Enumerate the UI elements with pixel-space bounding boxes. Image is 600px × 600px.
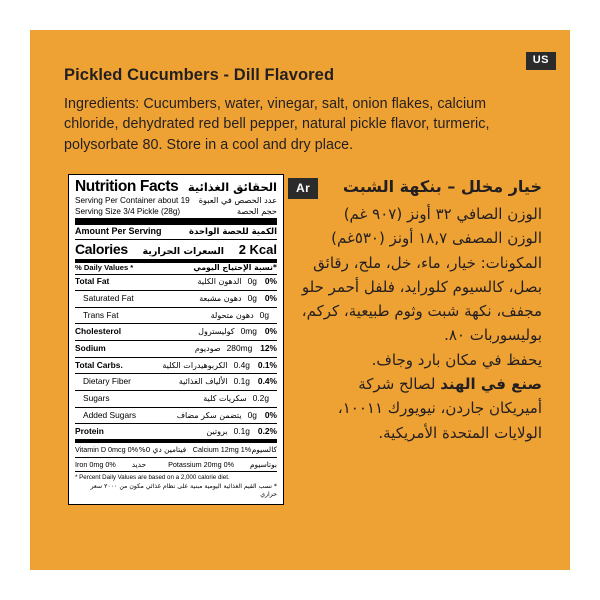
- daily-value-header-ar: *نسبة الإحتياج اليومي: [193, 262, 277, 272]
- nutrient-pct: 12%: [260, 342, 277, 353]
- nutrient-name-ar: بروتين: [206, 427, 228, 437]
- ingredients-ar: المكونات: خيار، ماء، خل، ملح، رقائق بصل، كالسيوم كلورايد، فلفل أحمر حلو مجفف، نكهة شبت وثوم طبيعية، كركم، بوليسوربات ٨٠.: [301, 253, 542, 345]
- nutrient-amount: 0g: [247, 276, 257, 287]
- amount-per-serving-ar: الكمية للحصة الواحدة: [188, 227, 277, 238]
- nutrient-name-ar: الكربوهيدرات الكلية: [162, 360, 228, 370]
- nutrient-pct: 0.4%: [257, 376, 277, 387]
- calories-row: [75, 241, 277, 258]
- divider-med-2: [75, 439, 277, 443]
- nutrient-pct: 0%: [264, 276, 277, 287]
- company-line2-ar: الولايات المتحدة الأمريكية.: [378, 423, 542, 442]
- daily-value-header-row: [75, 264, 277, 273]
- micro-potassium: Potassium 20mg 0%: [168, 459, 234, 469]
- nutrient-amount: 0mg: [240, 326, 257, 337]
- nutrient-name-ar: سكريات كلية: [203, 393, 247, 403]
- micro-iron-ar: حديد: [131, 459, 147, 469]
- nutrient-name-en: Dietary Fiber: [83, 376, 131, 387]
- micronutrient-row: [75, 460, 277, 471]
- language-badge-us: US: [526, 52, 556, 70]
- micro-vitamin-d-ar: فيتامين دي 0%: [138, 445, 187, 455]
- origin-ar: [282, 372, 542, 396]
- nutrient-amount: 0g: [247, 409, 257, 420]
- nutrient-row: [75, 359, 277, 372]
- servings-per-container-en: Serving Per Container about 19: [75, 196, 190, 206]
- nutrient-row: [75, 309, 277, 322]
- nutrient-amount: 0.4g: [233, 359, 250, 370]
- micro-calcium-ar: كالسيوم: [251, 445, 277, 455]
- origin-for-ar: لصالح شركة: [358, 374, 436, 393]
- serving-size-row: [75, 207, 277, 216]
- product-title-ar: خيار مخلل – بنكهة الشبت: [342, 177, 542, 196]
- ingredients-en: Ingredients: Cucumbers, water, vinegar, salt, onion flakes, calcium chloride, dehydrated red bell pepper, natural pickle flavor, turmeric, polysorbate 80. Store in a cool and dry place.: [64, 96, 490, 153]
- nutrient-name-ar: صوديوم: [194, 343, 221, 353]
- nutrient-pct: 0%: [264, 292, 277, 303]
- nutrient-row: [75, 326, 277, 339]
- divider-hair-4: [75, 340, 277, 341]
- product-title-en: Pickled Cucumbers - Dill Flavored: [64, 66, 335, 84]
- nutrient-pct: 0%: [264, 409, 277, 420]
- origin-country-ar: صنع في الهند: [440, 374, 542, 393]
- divider-thin-3: [75, 471, 277, 472]
- nutrition-title-row: [75, 179, 277, 195]
- divider-hair-2: [75, 307, 277, 308]
- nutrient-amount: 0.1g: [233, 376, 250, 387]
- nutrient-row: [75, 276, 277, 289]
- divider-thin-1: [75, 239, 277, 240]
- daily-value-header-en: % Daily Values *: [75, 262, 134, 272]
- divider-hair-9: [75, 423, 277, 424]
- footnote-ar: * نسب القيم الغذائية اليومية مبنية على نظام غذائي مكون من ٢٠٠٠ سعر حراري: [90, 483, 277, 498]
- micro-calcium: Calcium 12mg 1%: [192, 445, 252, 455]
- nutrient-name-ar: الألياف الغذائية: [178, 377, 228, 387]
- calories-value: 2 Kcal: [238, 241, 277, 257]
- amount-per-serving-row: [75, 226, 277, 238]
- nutrient-name-en: Added Sugars: [83, 409, 137, 420]
- nutrient-name-en: Total Fat: [75, 276, 110, 287]
- nutrient-pct: 0%: [264, 326, 277, 337]
- nutrient-amount: 280mg: [226, 342, 253, 353]
- divider-hair-1: [75, 290, 277, 291]
- servings-per-container-row: [75, 196, 277, 205]
- nutrient-amount: 0.2g: [252, 392, 269, 403]
- nutrient-name-en: Total Carbs.: [75, 359, 123, 370]
- footnote: [75, 473, 277, 498]
- nutrient-row: [75, 292, 277, 305]
- footnote-en: * Percent Daily Values are based on a 2,000 calorie diet.: [75, 474, 230, 482]
- nutrient-name-en: Cholesterol: [75, 326, 122, 337]
- micronutrients: [75, 444, 277, 470]
- micro-vitamin-d: Vitamin D 0mcg 0%: [75, 445, 138, 455]
- nutrient-pct: 0.1%: [257, 359, 277, 370]
- nutrient-name-en: Protein: [75, 426, 104, 437]
- amount-per-serving-en: Amount Per Serving: [75, 226, 162, 237]
- divider-hair-10: [75, 457, 277, 458]
- nutrient-name-ar: يتضمن سكر مضاف: [176, 410, 242, 420]
- nutrient-row: [75, 426, 277, 439]
- divider-hair-3: [75, 323, 277, 324]
- calories-label-ar: السعرات الحرارية: [142, 245, 225, 257]
- servings-per-container-ar: عدد الحصص في العبوة: [198, 195, 277, 206]
- net-weight-ar: الوزن الصافي ٣٢ أونز (٩٠٧ غم): [343, 204, 542, 223]
- nutrition-facts-panel: [68, 174, 284, 505]
- nutrient-row: [75, 392, 277, 405]
- language-badge-ar: Ar: [288, 178, 318, 199]
- nutrition-title-ar: الحقائق الغذائية: [187, 180, 277, 194]
- nutrition-title-en: Nutrition Facts: [75, 178, 179, 195]
- divider-hair-5: [75, 357, 277, 358]
- nutrient-name-ar: دهون مشبعة: [199, 293, 242, 303]
- nutrient-name-en: Saturated Fat: [83, 292, 134, 303]
- micro-potassium-ar: بوتاسيوم: [249, 459, 277, 469]
- divider-hair-6: [75, 373, 277, 374]
- divider-hair-7: [75, 390, 277, 391]
- nutrient-pct: 0.2%: [257, 426, 277, 437]
- storage-ar: يحفظ في مكان بارد وجاف.: [371, 350, 542, 369]
- nutrient-amount: 0g: [247, 292, 257, 303]
- calories-label-en: Calories: [75, 240, 128, 257]
- nutrient-row: [75, 376, 277, 389]
- nutrient-amount: 0g: [259, 309, 269, 320]
- nutrient-row: [75, 342, 277, 355]
- nutrient-amount: 0.1g: [233, 426, 250, 437]
- company-line1-ar: أميريكان جاردن، نيويورك ١٠٠١١،: [337, 399, 542, 418]
- divider-thick-1: [75, 218, 277, 225]
- micronutrient-row: [75, 445, 277, 456]
- micro-iron: Iron 0mg 0%: [75, 459, 116, 469]
- nutrient-name-en: Trans Fat: [83, 309, 119, 320]
- nutrient-name-ar: كوليسترول: [198, 327, 235, 337]
- nutrient-row: [75, 409, 277, 422]
- serving-size-en: Serving Size 3/4 Pickle (28g): [75, 206, 181, 216]
- english-section: [64, 66, 534, 155]
- divider-hair-8: [75, 407, 277, 408]
- nutrient-name-en: Sodium: [75, 342, 106, 353]
- nutrient-name-ar: دهون متحولة: [210, 310, 254, 320]
- product-label: [30, 30, 570, 570]
- nutrient-name-en: Sugars: [83, 392, 110, 403]
- drained-weight-ar: الوزن المصفى ١٨,٧ أونز (٥٣٠غم): [331, 229, 542, 248]
- nutrient-name-ar: الدهون الكلية: [197, 277, 242, 287]
- serving-size-ar: حجم الحصة: [237, 205, 277, 216]
- arabic-section: [282, 174, 542, 445]
- divider-thin-2: [75, 274, 277, 275]
